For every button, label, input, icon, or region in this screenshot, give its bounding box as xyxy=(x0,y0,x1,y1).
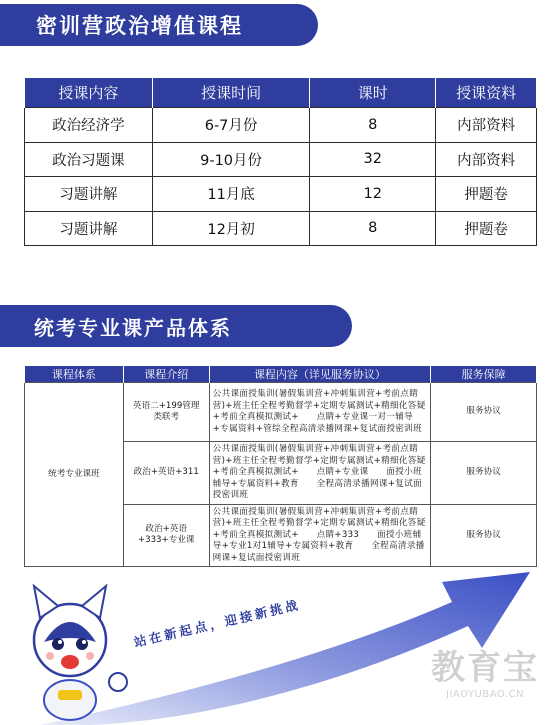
cell-hours: 8 xyxy=(310,108,436,143)
cell-content: 公共课面授集训(暑假集训营+冲刺集训营+考前点睛营)+班主任全程考勤督学+定期专属测试+精细化答疑+考前全真模拟测试+ 点睛+专业课一对一辅导+专属资料+管综全程高清录播网课+复试面授密训班 xyxy=(209,383,431,442)
table-row xyxy=(25,177,537,212)
cell-time: 6-7月份 xyxy=(152,108,310,143)
cell-hours: 32 xyxy=(310,142,436,177)
cell-content: 政治习题课 xyxy=(25,142,153,177)
watermark xyxy=(420,640,550,700)
table-header-row xyxy=(25,78,537,108)
table-header-row xyxy=(25,366,537,383)
cell-hours: 8 xyxy=(310,211,436,246)
table-row xyxy=(25,211,537,246)
cell-service: 服务协议 xyxy=(431,383,537,442)
watermark-url: JIAOYUBAO.CN xyxy=(446,689,524,700)
slogan-text: 站在新起点，迎接新挑战 xyxy=(132,596,302,650)
watermark-logo: 教育宝 xyxy=(431,648,539,688)
cell-intro xyxy=(123,383,209,442)
section-title-text: 统考专业课产品体系 xyxy=(34,315,232,340)
cell-time: 12月初 xyxy=(152,211,310,246)
header-content: 授课内容 xyxy=(25,78,153,108)
section-title-politics-course xyxy=(0,4,318,46)
cell-content: 习题讲解 xyxy=(25,211,153,246)
intro-text: 英语二+199管理类联考 xyxy=(132,400,200,422)
cell-content: 公共课面授集训(暑假集训营+冲刺集训营+考前点睛营)+班主任全程考勤督学+定期专属测试+精细化答疑+考前全真模拟测试+ 点睛+专业课 面授小班辅导+专属资料+教育 全程高清录播网课+复试面授密训班 xyxy=(209,442,431,505)
section-title-product-system xyxy=(0,305,352,347)
cell-service: 服务协议 xyxy=(431,504,537,567)
politics-course-table xyxy=(24,77,537,246)
cell-intro xyxy=(123,504,209,567)
header-materials: 授课资料 xyxy=(436,78,537,108)
cell-hours: 12 xyxy=(310,177,436,212)
header-time: 授课时间 xyxy=(152,78,310,108)
cell-intro xyxy=(123,442,209,505)
table-row xyxy=(25,108,537,143)
cell-materials: 内部资料 xyxy=(436,108,537,143)
table-row xyxy=(25,383,537,442)
cell-content: 公共课面授集训(暑假集训营+冲刺集训营+考前点睛营)+班主任全程考勤督学+定期专属测试+精细化答疑+考前全真模拟测试+ 点睛+333 面授小班辅导+专业1对1辅导+专属资料+教育 全程高清录播网课+复试面授密训班 xyxy=(209,504,431,567)
cell-materials: 内部资料 xyxy=(436,142,537,177)
cell-service: 服务协议 xyxy=(431,442,537,505)
product-system-table xyxy=(24,365,537,567)
cell-time: 11月底 xyxy=(152,177,310,212)
header-system: 课程体系 xyxy=(25,366,124,383)
cell-content: 习题讲解 xyxy=(25,177,153,212)
cell-time: 9-10月份 xyxy=(152,142,310,177)
table-row xyxy=(25,142,537,177)
cell-content: 政治经济学 xyxy=(25,108,153,143)
section-title-text: 密训营政治增值课程 xyxy=(36,14,243,38)
header-intro: 课程介绍 xyxy=(123,366,209,383)
cell-materials: 押题卷 xyxy=(436,177,537,212)
header-content: 课程内容（详见服务协议） xyxy=(209,366,431,383)
mascot-icon xyxy=(34,586,127,720)
cell-system: 统考专业课班 xyxy=(25,383,124,567)
intro-text: 政治+英语+311 xyxy=(133,467,199,477)
cell-materials: 押题卷 xyxy=(436,211,537,246)
header-service: 服务保障 xyxy=(431,366,537,383)
intro-text: 政治+英语+333+专业课 xyxy=(137,523,195,546)
header-hours: 课时 xyxy=(310,78,436,108)
